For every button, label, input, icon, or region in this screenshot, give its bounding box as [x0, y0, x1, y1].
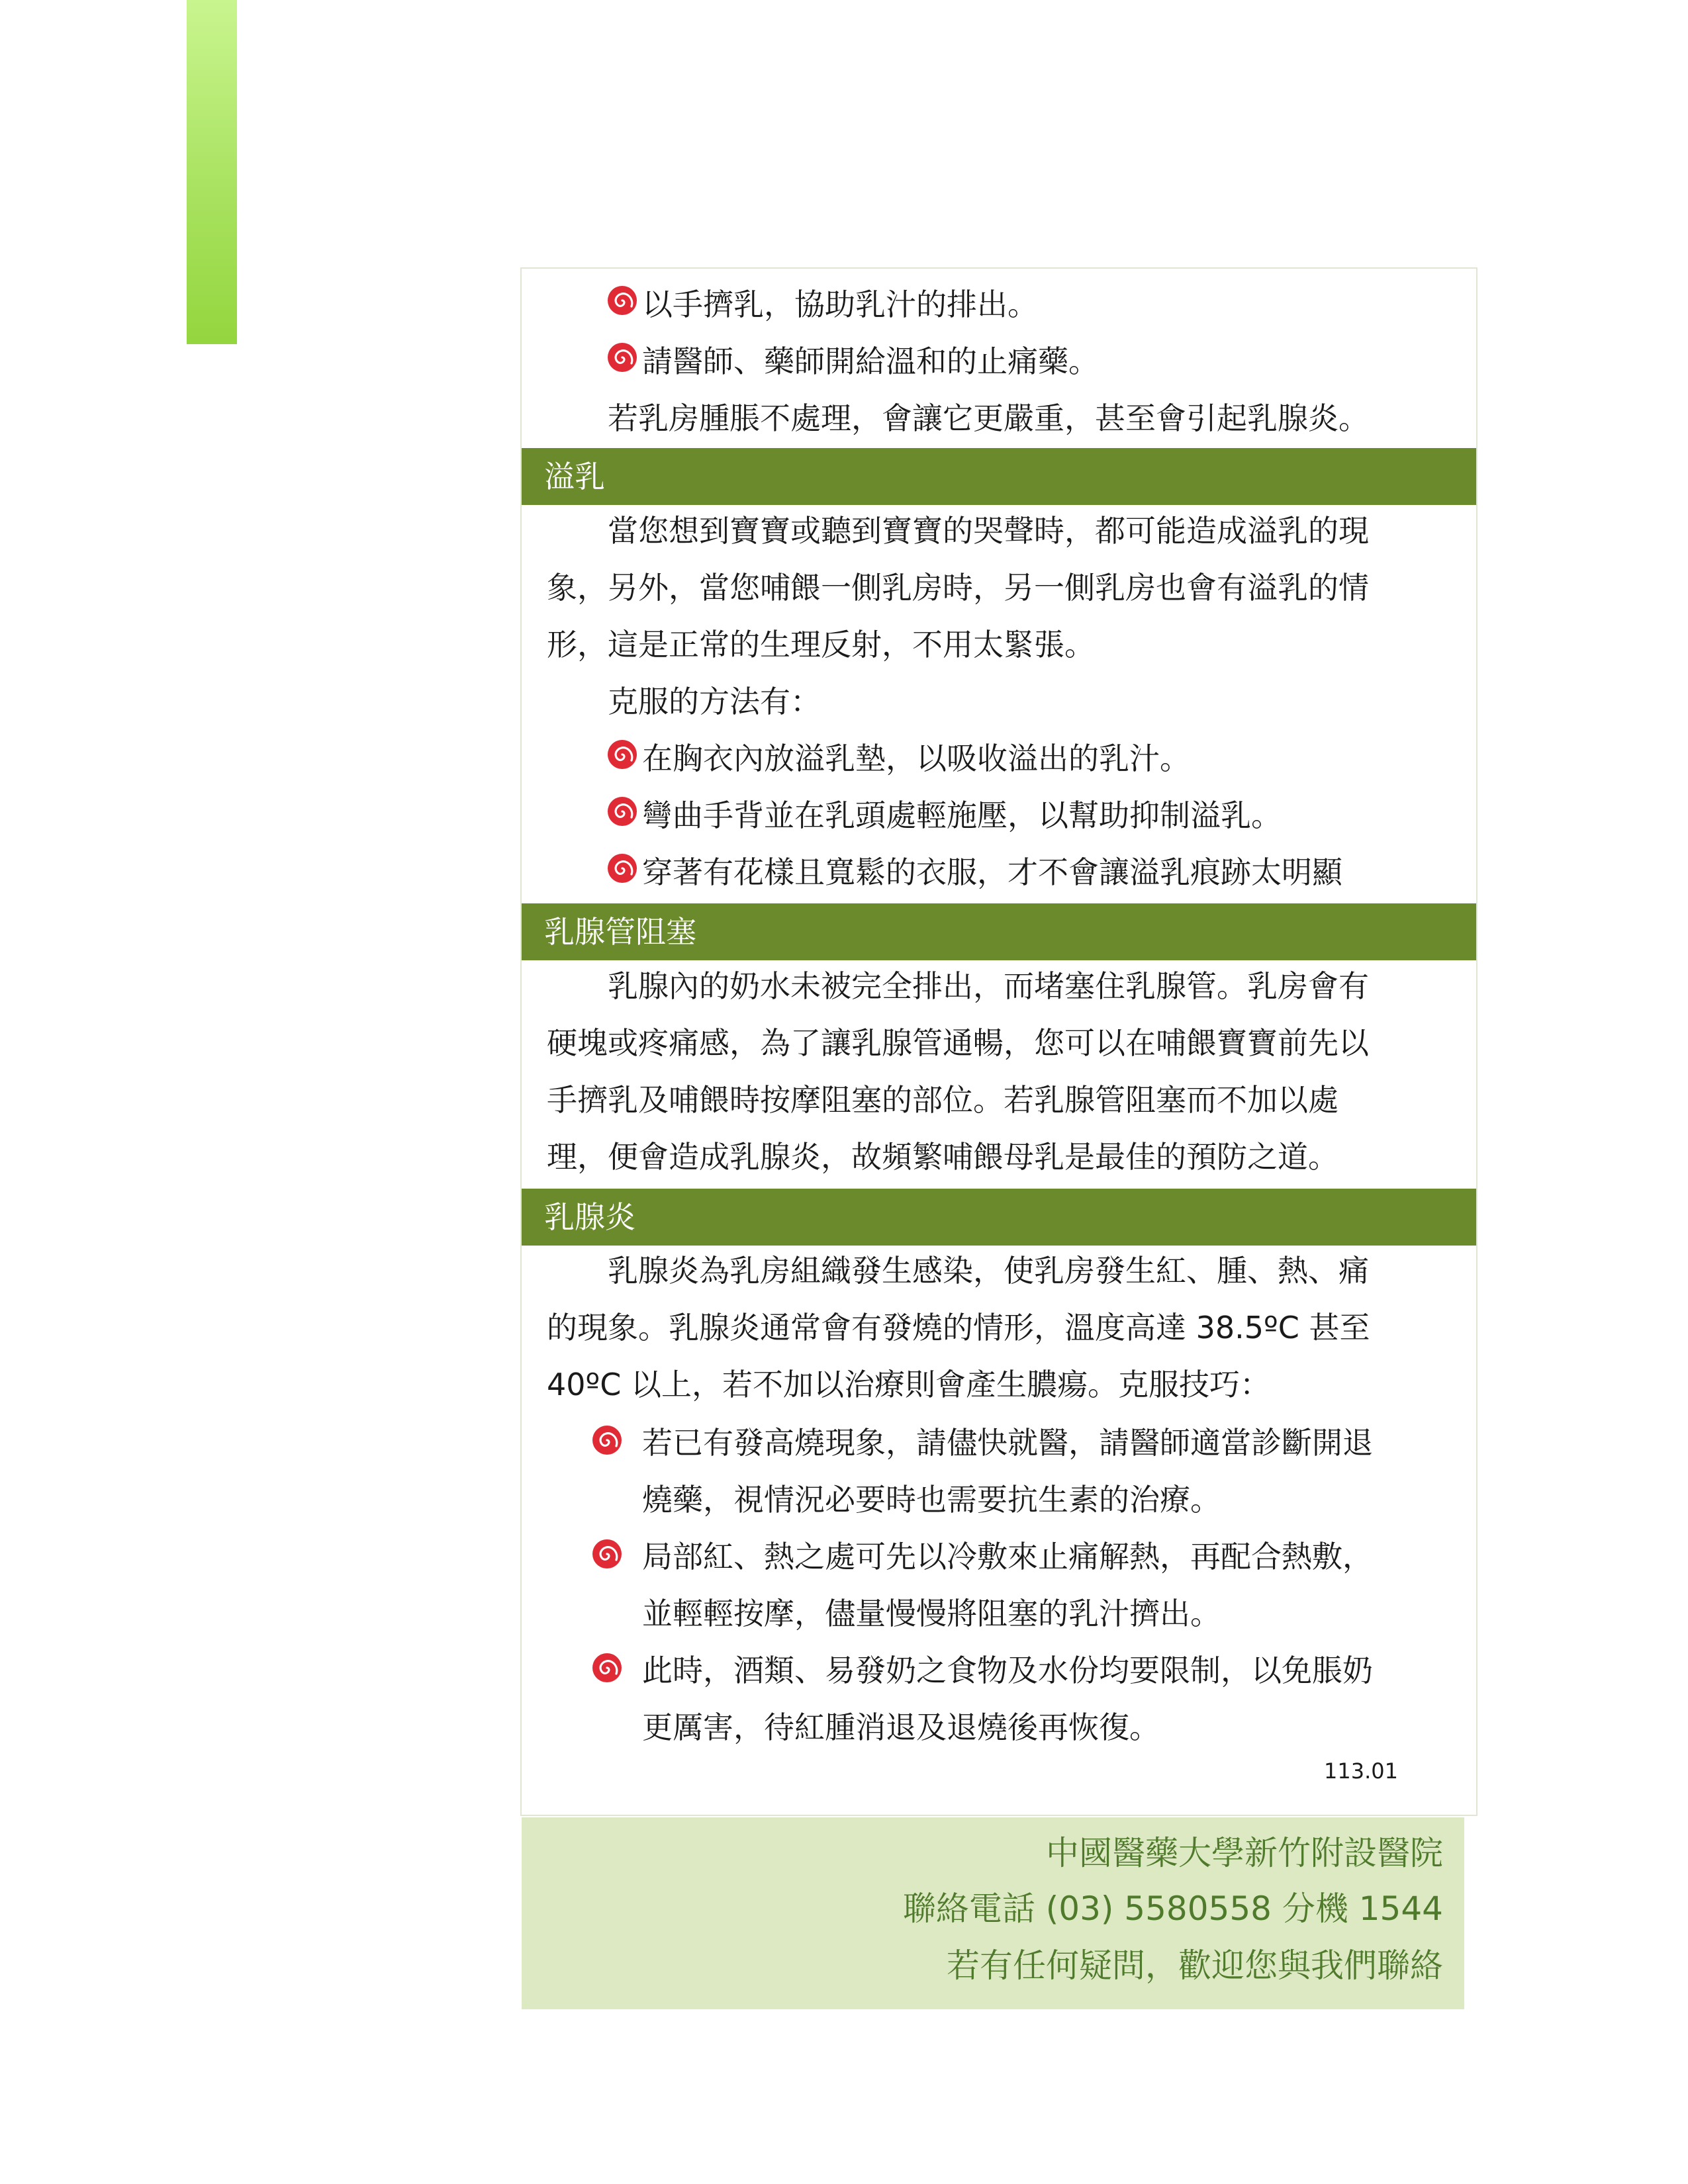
paragraph-line: 當您想到寶寶或聽到寶寶的哭聲時，都可能造成溢乳的現 [608, 513, 1369, 549]
paragraph-line: 40ºC 以上，若不加以治療則會產生膿瘍。克服技巧： [547, 1367, 1270, 1402]
section-header-overflow: 溢乳 [522, 448, 1476, 505]
paragraph-line: 克服的方法有： [608, 684, 821, 719]
mastitis-bullet-2-line-1: 局部紅、熱之處可先以冷敷來止痛解熱，再配合熱敷， [642, 1539, 1373, 1574]
mastitis-bullet-1-line-1: 若已有發高燒現象，請儘快就醫，請醫師適當診斷開退 [642, 1425, 1373, 1461]
hospital-name: 中國醫藥大學新竹附設醫院 [1046, 1834, 1443, 1872]
overflow-bullet-1: 在胸衣內放溢乳墊，以吸收溢出的乳汁。 [642, 741, 1190, 776]
paragraph-line: 的現象。乳腺炎通常會有發燒的情形，溫度高達 38.5ºC 甚至 [547, 1310, 1370, 1345]
section-header-mastitis: 乳腺炎 [522, 1189, 1476, 1246]
paragraph-line: 硬塊或疼痛感，為了讓乳腺管通暢，您可以在哺餵寶寶前先以 [547, 1025, 1369, 1061]
paragraph-line: 手擠乳及哺餵時按摩阻塞的部位。若乳腺管阻塞而不加以處 [547, 1082, 1338, 1118]
mastitis-bullet-3-line-1: 此時，酒類、易發奶之食物及水份均要限制，以免脹奶 [642, 1653, 1373, 1688]
contact-phone: 聯絡電話 (03) 5580558 分機 1544 [902, 1889, 1443, 1928]
overflow-bullet-2: 彎曲手背並在乳頭處輕施壓，以幫助抑制溢乳。 [642, 797, 1282, 833]
swirl-bullet-icon [606, 285, 638, 316]
footer-panel [522, 1817, 1464, 2009]
paragraph-line: 象，另外，當您哺餵一側乳房時，另一側乳房也會有溢乳的情 [547, 570, 1369, 606]
swirl-bullet-icon [606, 796, 638, 827]
version-date: 113.01 [1324, 1758, 1398, 1784]
paragraph-line: 乳腺炎為乳房組織發生感染，使乳房發生紅、腫、熱、痛 [608, 1253, 1369, 1289]
swirl-bullet-icon [591, 1652, 623, 1684]
overflow-bullet-3: 穿著有花樣且寬鬆的衣服，才不會讓溢乳痕跡太明顯 [642, 854, 1342, 890]
section-header-duct-blockage: 乳腺管阻塞 [522, 903, 1476, 960]
swirl-bullet-icon [591, 1538, 623, 1570]
contact-note: 若有任何疑問，歡迎您與我們聯絡 [947, 1946, 1443, 1985]
intro-bullet-1: 以手擠乳，協助乳汁的排出。 [642, 287, 1038, 322]
paragraph-line: 形，這是正常的生理反射，不用太緊張。 [547, 627, 1095, 662]
swirl-bullet-icon [591, 1424, 623, 1456]
paragraph-line: 乳腺內的奶水未被完全排出，而堵塞住乳腺管。乳房會有 [608, 968, 1369, 1004]
mastitis-bullet-2-line-2: 並輕輕按摩，儘量慢慢將阻塞的乳汁擠出。 [642, 1596, 1221, 1631]
swirl-bullet-icon [606, 341, 638, 373]
intro-bullet-2: 請醫師、藥師開給溫和的止痛藥。 [642, 343, 1099, 379]
swirl-bullet-icon [606, 852, 638, 884]
side-accent-bar [187, 0, 237, 344]
intro-closing: 若乳房腫脹不處理，會讓它更嚴重，甚至會引起乳腺炎。 [608, 400, 1369, 436]
swirl-bullet-icon [606, 739, 638, 770]
mastitis-bullet-1-line-2: 燒藥，視情況必要時也需要抗生素的治療。 [642, 1482, 1221, 1518]
mastitis-bullet-3-line-2: 更厲害，待紅腫消退及退燒後再恢復。 [642, 1709, 1160, 1745]
paragraph-line: 理，便會造成乳腺炎，故頻繁哺餵母乳是最佳的預防之道。 [547, 1139, 1338, 1175]
